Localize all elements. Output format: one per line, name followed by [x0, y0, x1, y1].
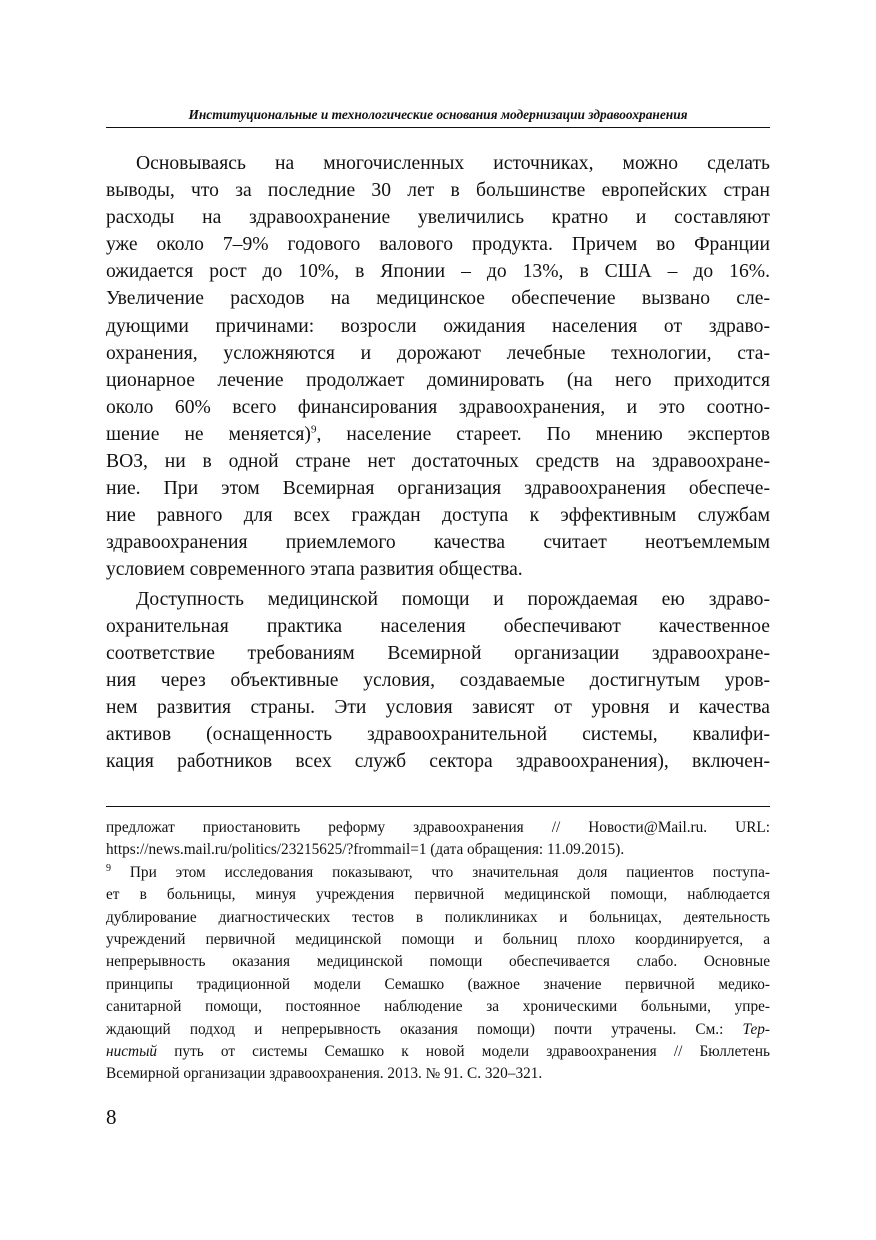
footnote-divider [106, 806, 770, 807]
footnote-line: принципы традиционной модели Семашко (важное значение первичной медико- [106, 975, 770, 993]
footnote-marker: 9 [106, 862, 111, 874]
footnote-line [106, 1019, 770, 1041]
text-line: кация работников всех служб сектора здравоохранения), включен- [106, 751, 770, 773]
text-fragment: путь от системы Семашко к новой модели здравоохранения // Бюллетень [157, 1042, 770, 1060]
footnote-line: дублирование диагностических тестов в поликлиниках и больницах, деятельность [106, 908, 770, 926]
text-line: уже около 7–9% годового валового продукта. Причем во Франции [106, 234, 770, 256]
header-divider [106, 127, 770, 128]
text-line: ВОЗ, ни в одной стране нет достаточных средств на здравоохране- [106, 451, 770, 473]
paragraph-1 [106, 150, 770, 584]
text-line: дующими причинами: возросли ожидания населения от здраво- [106, 315, 770, 337]
text-line: выводы, что за последние 30 лет в большинстве европейских стран [106, 180, 770, 202]
text-line: ожидается рост до 10%, в Японии – до 13%, в США – до 16%. [106, 261, 770, 283]
text-fragment: шение не меняется) [106, 423, 311, 445]
footnote-9-first-line [106, 862, 770, 884]
text-line: ние равного для всех граждан доступа к эффективным службам [106, 505, 770, 527]
footnote-line: предложат приостановить реформу здравоохранения // Новости@Mail.ru. URL: [106, 819, 770, 836]
page-number: 8 [106, 1105, 117, 1129]
footnote-line: непрерывность оказания медицинской помощи обеспечивается слабо. Основные [106, 953, 770, 971]
author-name-italic: нистый [106, 1042, 158, 1060]
text-line: ния через объективные условия, создаваемые достигнутым уров- [106, 669, 770, 691]
footnote-reference[interactable]: 9 [310, 423, 317, 436]
text-line: Увеличение расходов на медицинское обеспечение вызвано сле- [106, 288, 770, 310]
text-line: нем развития страны. Эти условия зависят от уровня и качества [106, 696, 770, 718]
running-header: Институциональные и технологические основания модернизации здравоохранения [188, 107, 688, 122]
text-line: активов (оснащенность здравоохранительной системы, квалифи- [106, 723, 770, 745]
text-line: расходы на здравоохранение увеличились кратно и составляют [106, 207, 770, 229]
text-line: условием современного этапа развития общества. [106, 559, 523, 581]
text-line: Основываясь на многочисленных источниках, можно сделать [136, 153, 770, 174]
footnote-line-url[interactable]: https://news.mail.ru/politics/23215625/?frommail=1 (дата обращения: 11.09.2015). [106, 841, 625, 859]
paragraph-2 [106, 586, 770, 776]
text-fragment: , население стареет. По мнению экспертов [316, 423, 770, 445]
footnote-line: Всемирной организации здравоохранения. 2013. № 91. С. 320–321. [106, 1065, 543, 1083]
text-line-with-footnote-ref [106, 421, 770, 448]
text-line: ние. При этом Всемирная организация здравоохранения обеспече- [106, 478, 770, 500]
footnote-line: учреждений первичной медицинской помощи и больниц плохо координируется, а [106, 930, 770, 948]
text-line: здравоохранения приемлемого качества считает неотъемлемым [106, 532, 770, 554]
text-line: около 60% всего финансирования здравоохранения, и это соотно- [106, 396, 770, 418]
footnote-line [106, 1041, 770, 1063]
text-line: охранительная практика населения обеспечивают качественное [106, 615, 770, 637]
text-fragment: ждающий подход и непрерывность оказания помощи) почти утрачены. См.: [106, 1020, 743, 1038]
text-line: Доступность медицинской помощи и порождаемая ею здраво- [136, 588, 770, 610]
text-line: соответствие требованиям Всемирной организации здравоохране- [106, 642, 770, 664]
text-fragment: При этом исследования показывают, что значительная доля пациентов поступа- [111, 863, 770, 881]
author-name-italic: Тер- [742, 1020, 770, 1038]
footnote-line: ет в больницы, минуя учреждения первичной медицинской помощи, наблюдается [106, 886, 770, 904]
text-line: ционарное лечение продолжает доминировать (на него приходится [106, 369, 770, 391]
text-line: охранения, усложняются и дорожают лечебные технологии, ста- [106, 342, 770, 364]
footnotes [106, 817, 770, 1086]
main-text [106, 150, 770, 775]
footnote-line: санитарной помощи, постоянное наблюдение за хроническими больными, упре- [106, 998, 770, 1016]
